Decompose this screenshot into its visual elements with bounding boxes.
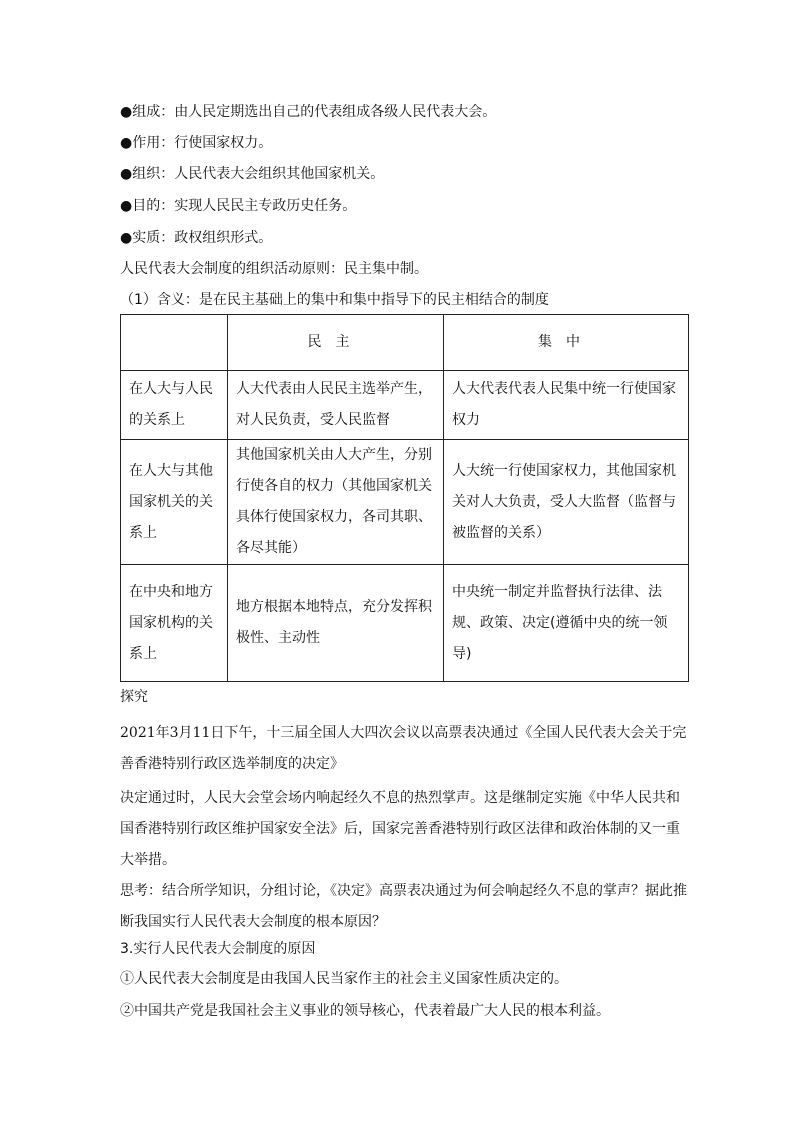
bullet-organization: ●组织：人民代表大会组织其他国家机关。 bbox=[120, 166, 385, 182]
explore-title: 探究 bbox=[120, 689, 148, 705]
table-row bbox=[121, 565, 689, 682]
header-empty-cell bbox=[121, 315, 228, 371]
bullet-essence: ●实质：政权组织形式。 bbox=[120, 230, 273, 246]
principle-line: 人民代表大会制度的组织活动原则：民主集中制。 bbox=[120, 261, 428, 277]
row-democracy-cell: 地方根据本地特点，充分发挥积极性、主动性 bbox=[228, 565, 444, 682]
table-row bbox=[121, 440, 689, 565]
header-democracy: 民主 bbox=[228, 315, 444, 371]
principle-table bbox=[120, 314, 689, 682]
reasons-title: 3.实行人民代表大会制度的原因 bbox=[120, 941, 316, 957]
reason-item-1: ①人民代表大会制度是由我国人民当家作主的社会主义国家性质决定的。 bbox=[120, 971, 568, 987]
row-centralism-cell: 中央统一制定并监督执行法律、法规、政策、决定(遵循中央的统一领导) bbox=[444, 565, 689, 682]
explore-paragraph-2: 决定通过时，人民大会堂会场内响起经久不息的热烈掌声。这是继制定实施《中华人民共和国香港特别行政区维护国家安全法》后，国家完善香港特别行政区法律和政治体制的又一重大举措。 bbox=[120, 790, 680, 868]
row-label: 在人大与其他国家机关的关系上 bbox=[121, 440, 228, 565]
bullet-composition: ●组成：由人民定期选出自己的代表组成各级人民代表大会。 bbox=[120, 104, 497, 120]
reason-item-2: ②中国共产党是我国社会主义事业的领导核心，代表着最广大人民的根本利益。 bbox=[120, 1003, 610, 1019]
meaning-line: （1）含义：是在民主基础上的集中和集中指导下的民主相结合的制度 bbox=[120, 292, 549, 308]
explore-paragraph-1: 2021年3月11日下午，十三届全国人大四次会议以高票表决通过《全国人民代表大会关于完善香港特别行政区选举制度的决定》 bbox=[120, 725, 687, 772]
table-row bbox=[121, 371, 689, 440]
row-label: 在中央和地方国家机构的关系上 bbox=[121, 565, 228, 682]
row-label: 在人大与人民的关系上 bbox=[121, 371, 228, 440]
row-democracy-cell: 人大代表由人民民主选举产生，对人民负责，受人民监督 bbox=[228, 371, 444, 440]
row-centralism-cell: 人大代表代表人民集中统一行使国家权力 bbox=[444, 371, 689, 440]
bullet-purpose: ●目的：实现人民民主专政历史任务。 bbox=[120, 198, 357, 214]
header-centralism: 集中 bbox=[444, 315, 689, 371]
row-centralism-cell: 人大统一行使国家权力，其他国家机关对人大负责，受人大监督（监督与被监督的关系） bbox=[444, 440, 689, 565]
bullet-function: ●作用：行使国家权力。 bbox=[120, 135, 273, 151]
row-democracy-cell: 其他国家机关由人大产生，分别行使各自的权力（其他国家机关具体行使国家权力，各司其职、各尽其能） bbox=[228, 440, 444, 565]
table-header-row bbox=[121, 315, 689, 371]
explore-question: 思考：结合所学知识，分组讨论，《决定》高票表决通过为何会响起经久不息的掌声？据此推断我国实行人民代表大会制度的根本原因？ bbox=[120, 883, 687, 930]
